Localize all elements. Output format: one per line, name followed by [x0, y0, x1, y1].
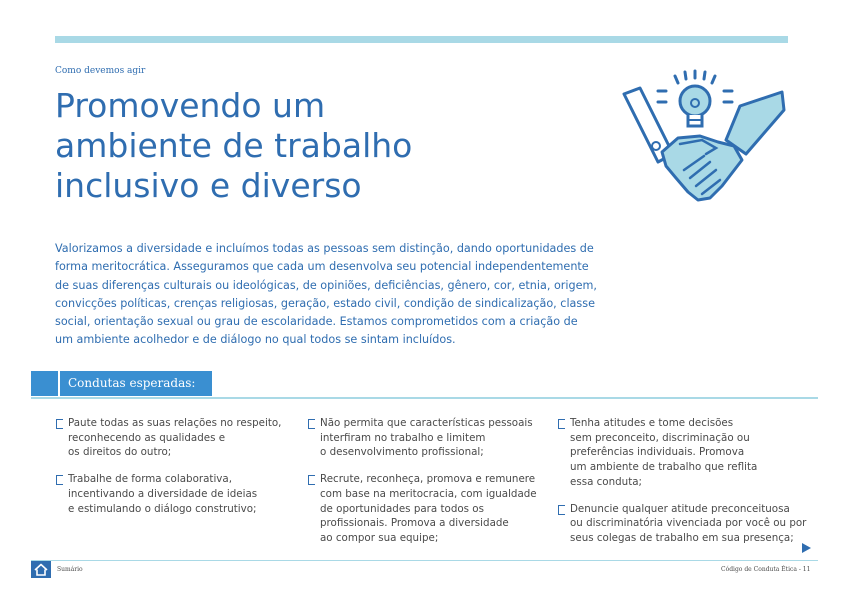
conduct-line: Denuncie qualquer atitude preconceituosa	[570, 502, 790, 515]
section-heading-bar	[60, 371, 212, 396]
intro-line: um ambiente acolhedor e de diálogo no qual todos se sintam incluídos.	[55, 333, 456, 347]
conduct-item	[308, 416, 548, 460]
conduct-item	[56, 472, 296, 516]
intro-paragraph	[55, 240, 635, 350]
top-accent-bar	[55, 36, 788, 43]
conduct-item	[558, 416, 818, 490]
conduct-line: Recrute, reconheça, promova e remunere	[320, 473, 536, 486]
conduct-line: com base na meritocracia, com igualdade	[320, 487, 537, 500]
next-page-arrow-icon[interactable]	[802, 543, 811, 553]
intro-line: forma meritocrática. Asseguramos que cada um desenvolva seu potencial independentemente	[55, 260, 589, 274]
intro-line: social, orientação sexual ou grau de escolaridade. Estamos comprometidos com a criação de	[55, 315, 578, 329]
bracket-bullet-icon	[308, 475, 315, 485]
title-line: Promovendo um	[55, 86, 326, 125]
conduct-line: ao compor sua equipe;	[320, 531, 439, 544]
conduct-line: sem preconceito, discriminação ou	[570, 431, 750, 444]
bracket-bullet-icon	[308, 419, 315, 429]
conduct-line: Não permita que características pessoais	[320, 417, 533, 429]
intro-line: Valorizamos a diversidade e incluímos todas as pessoas sem distinção, dando oportunidades de	[55, 242, 594, 255]
conduct-line: um ambiente de trabalho que reflita	[570, 461, 758, 474]
title-line: inclusivo e diverso	[55, 166, 362, 205]
conduct-item	[308, 472, 548, 546]
conduct-column-1	[56, 416, 296, 528]
footer-divider	[31, 560, 818, 561]
conduct-line: Trabalhe de forma colaborativa,	[68, 473, 232, 486]
intro-line: de suas diferenças culturais ou ideológicas, de opiniões, deficiências, gênero, cor, etnia, origem,	[55, 278, 597, 292]
conduct-line: preferências individuais. Promova	[570, 446, 745, 459]
conduct-line: os direitos do outro;	[68, 446, 172, 459]
conduct-line: reconhecendo as qualidades e	[68, 431, 226, 444]
conduct-item	[558, 502, 818, 546]
page-footer-label: Código de Conduta Ética - 11	[721, 566, 811, 573]
conduct-line: interfiram no trabalho e limitem	[320, 431, 486, 444]
bracket-bullet-icon	[558, 505, 565, 515]
conduct-column-2	[308, 416, 548, 558]
section-heading: Condutas esperadas:	[68, 376, 196, 390]
home-icon	[34, 563, 48, 576]
conduct-line: ou discriminatória vivenciada por você ou por	[570, 517, 807, 530]
conduct-line: incentivando a diversidade de ideias	[68, 487, 258, 500]
conduct-column-3	[558, 416, 818, 558]
bracket-bullet-icon	[56, 475, 63, 485]
conduct-item	[56, 416, 296, 460]
intro-line: convicções políticas, crenças religiosas, geração, estado civil, condição de sindicalização, classe	[55, 296, 595, 310]
home-button[interactable]	[31, 561, 51, 578]
conduct-line: essa conduta;	[570, 475, 643, 488]
section-accent-block	[31, 371, 58, 396]
conduct-line: Paute todas as suas relações no respeito,	[68, 417, 282, 429]
bracket-bullet-icon	[558, 419, 565, 429]
page-title	[55, 86, 575, 206]
conduct-line: profissionais. Promova a diversidade	[320, 517, 509, 530]
section-eyebrow: Como devemos agir	[55, 66, 146, 76]
summary-link[interactable]: Sumário	[57, 566, 83, 573]
bracket-bullet-icon	[56, 419, 63, 429]
conduct-line: seus colegas de trabalho em sua presença;	[570, 531, 794, 544]
conduct-line: o desenvolvimento profissional;	[320, 446, 484, 459]
section-divider	[31, 397, 818, 399]
title-line: ambiente de trabalho	[55, 126, 413, 165]
conduct-line: Tenha atitudes e tome decisões	[570, 417, 734, 429]
conduct-line: de oportunidades para todos os	[320, 502, 484, 515]
conduct-line: e estimulando o diálogo construtivo;	[68, 502, 257, 515]
lightbulb-handshake-icon	[618, 66, 788, 216]
